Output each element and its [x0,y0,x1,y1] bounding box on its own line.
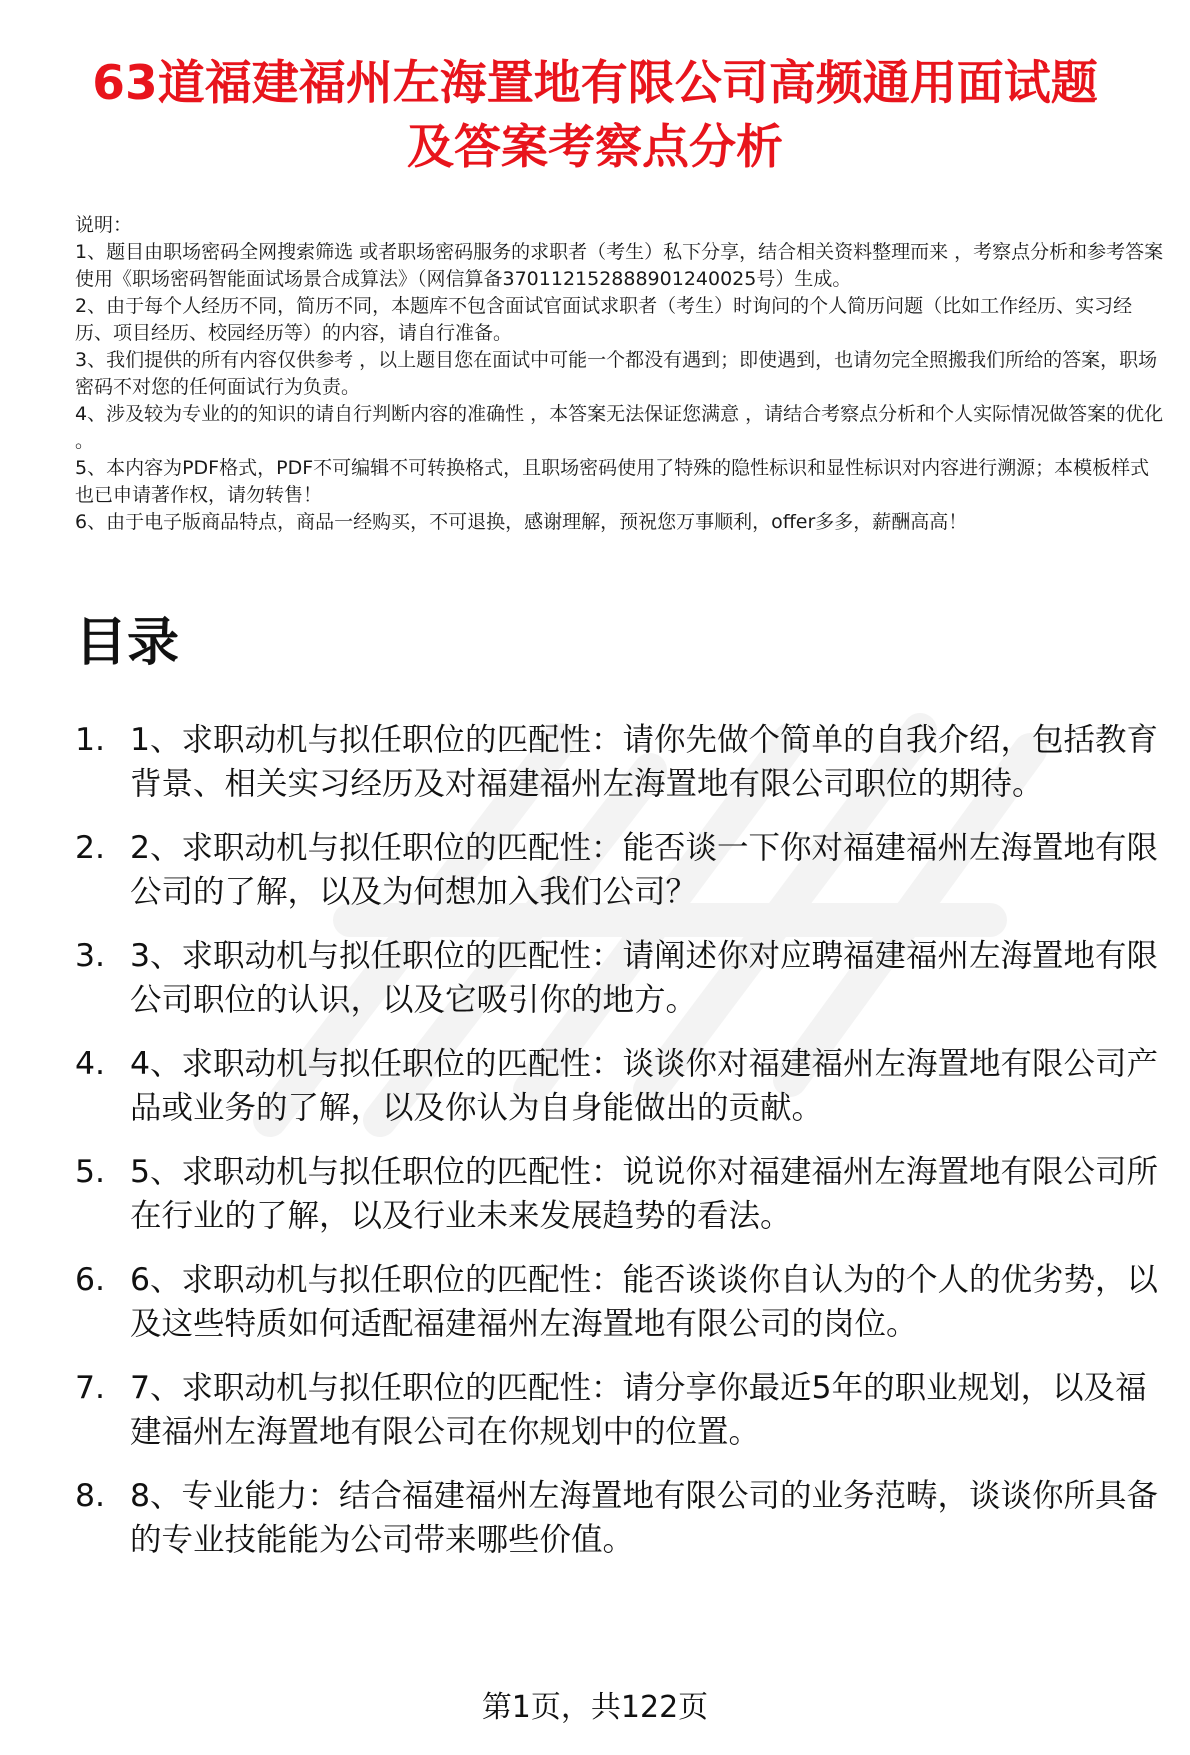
toc-item-number: 1. [75,722,106,758]
toc-item-number: 5. [75,1154,106,1190]
toc-item-number: 7. [75,1370,106,1406]
toc-item-text: 1、求职动机与拟任职位的匹配性：请你先做个简单的自我介绍，包括教育背景、相关实习经历及对福建福州左海置地有限公司职位的期待。 [130,722,1159,802]
toc-item-number: 6. [75,1262,106,1298]
toc-item-number: 2. [75,830,106,866]
document-title: 63道福建福州左海置地有限公司高频通用面试题及答案考察点分析 [92,56,1098,175]
toc-item-number: 3. [75,938,106,974]
note-item-3: 3、我们提供的所有内容仅供参考 ，以上题目您在面试中可能一个都没有遇到；即使遇到，也请勿完全照搬我们所给的答案，职场密码不对您的任何面试行为负责。 [75,349,1158,398]
toc-item-2[interactable] [75,826,1175,914]
toc-item-text: 7、求职动机与拟任职位的匹配性：请分享你最近5年的职业规划，以及福建福州左海置地有限公司在你规划中的位置。 [130,1370,1147,1450]
notes-label: 说明： [75,214,133,236]
page-footer: 第1页，共122页 [481,1690,709,1725]
toc-item-text: 4、求职动机与拟任职位的匹配性：谈谈你对福建福州左海置地有限公司产品或业务的了解，以及你认为自身能做出的贡献。 [130,1046,1159,1126]
note-item-1: 1、题目由职场密码全网搜索筛选 或者职场密码服务的求职者（考生）私下分享，结合相关资料整理而来 ，考察点分析和参考答案使用《职场密码智能面试场景合成算法》（网信算备370112152888901240025号）生成。 [75,241,1164,290]
toc-item-text: 8、专业能力：结合福建福州左海置地有限公司的业务范畴，谈谈你所具备的专业技能能为公司带来哪些价值。 [130,1478,1159,1558]
note-item-4: 4、涉及较为专业的的知识的请自行判断内容的准确性 ，本答案无法保证您满意 ，请结合考察点分析和个人实际情况做答案的优化 。 [75,403,1164,452]
toc-item-8[interactable] [75,1474,1175,1562]
toc-list [75,718,1175,1582]
toc-item-6[interactable] [75,1258,1175,1346]
note-item-6: 6、由于电子版商品特点，商品一经购买，不可退换，感谢理解，预祝您万事顺利，offer多多，薪酬高高！ [75,511,968,533]
toc-item-1[interactable] [75,718,1175,806]
toc-item-text: 3、求职动机与拟任职位的匹配性：请阐述你对应聘福建福州左海置地有限公司职位的认识，以及它吸引你的地方。 [130,938,1159,1018]
note-item-2: 2、由于每个人经历不同，简历不同，本题库不包含面试官面试求职者（考生）时询问的个人简历问题（比如工作经历、实习经历、项目经历、校园经历等）的内容，请自行准备。 [75,295,1133,344]
toc-item-3[interactable] [75,934,1175,1022]
toc-item-7[interactable] [75,1366,1175,1454]
toc-item-5[interactable] [75,1150,1175,1238]
toc-item-4[interactable] [75,1042,1175,1130]
toc-item-text: 6、求职动机与拟任职位的匹配性：能否谈谈你自认为的个人的优劣势，以及这些特质如何适配福建福州左海置地有限公司的岗位。 [130,1262,1159,1342]
toc-item-number: 4. [75,1046,106,1082]
toc-heading: 目录 [75,613,180,673]
note-item-5: 5、本内容为PDF格式，PDF不可编辑不可转换格式，且职场密码使用了特殊的隐性标识和显性标识对内容进行溯源；本模板样式也已申请著作权，请勿转售！ [75,457,1150,506]
notes-section [75,212,1165,536]
toc-item-text: 5、求职动机与拟任职位的匹配性：说说你对福建福州左海置地有限公司所在行业的了解，以及行业未来发展趋势的看法。 [130,1154,1159,1234]
toc-item-text: 2、求职动机与拟任职位的匹配性：能否谈一下你对福建福州左海置地有限公司的了解，以及为何想加入我们公司？ [130,830,1159,910]
toc-item-number: 8. [75,1478,106,1514]
